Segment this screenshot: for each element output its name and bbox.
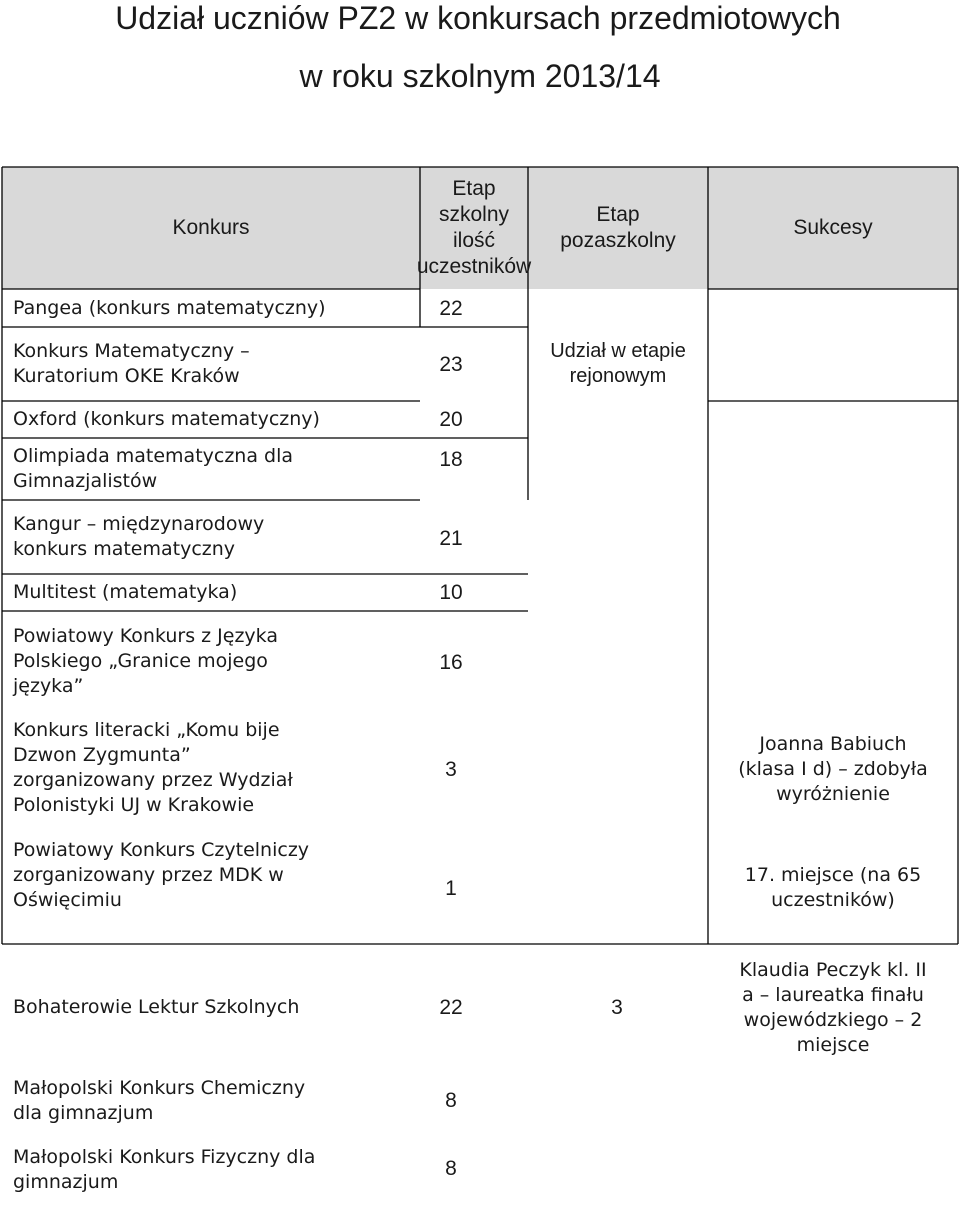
table-row-count: 1 — [445, 876, 457, 900]
header-etap-szkolny: Etap szkolny ilość uczestników — [416, 177, 532, 278]
table-row-count: 18 — [439, 447, 463, 471]
page-subtitle: w roku szkolnym 2013/14 — [299, 58, 661, 94]
table-row-count: 10 — [439, 581, 463, 604]
table-row-count: 8 — [445, 1088, 457, 1112]
table-row-count: 16 — [439, 650, 463, 674]
header-etap-pozaszkolny: Etap pozaszkolny — [560, 203, 676, 252]
table-row-name: Multitest (matematyka) — [13, 581, 238, 603]
bohaterowie-pozaszkolny-count: 3 — [611, 995, 623, 1019]
table-row-name: Bohaterowie Lektur Szkolnych — [13, 995, 300, 1018]
table-row-name: Małopolski Konkurs Fizyczny dla gimnazjum — [13, 1146, 316, 1193]
table-row-count: 23 — [439, 352, 463, 376]
etap-rejonowy-text: Udział w etapie rejonowym — [550, 340, 686, 387]
table-row-name: Olimpiada matematyczna dla Gimnazjalistów — [13, 445, 294, 492]
sukces-klaudia: Klaudia Peczyk kl. II a – laureatka finału wojewódzkiego – 2 miejsce — [739, 959, 927, 1056]
table-row-count: 22 — [439, 995, 463, 1019]
table-row-count: 20 — [439, 408, 463, 431]
table-row-count: 22 — [439, 296, 463, 320]
table-row-name: Powiatowy Konkurs Czytelniczy zorganizowany przez MDK w Oświęcimiu — [13, 838, 310, 911]
table-row-count: 3 — [445, 757, 457, 781]
table-row-count: 21 — [439, 526, 463, 550]
table-row-count: 8 — [445, 1156, 457, 1180]
table-row-name: Konkurs literacki „Komu bije Dzwon Zygmunta” zorganizowany przez Wydział Polonistyki UJ w Krakowie — [13, 719, 293, 816]
header-konkurs: Konkurs — [172, 216, 250, 239]
table-row-name: Kangur – międzynarodowy konkurs matematyczny — [13, 513, 265, 560]
header-sukcesy: Sukcesy — [793, 216, 873, 239]
page-title: Udział uczniów PZ2 w konkursach przedmiotowych — [115, 0, 841, 36]
table-row-name: Konkurs Matematyczny – Kuratorium OKE Kraków — [13, 340, 250, 387]
table-row-name: Powiatowy Konkurs z Języka Polskiego „Granice mojego języka” — [13, 624, 278, 697]
sukces-joanna: Joanna Babiuch (klasa I d) – zdobyła wyróżnienie — [738, 732, 928, 805]
table-row-name: Pangea (konkurs matematyczny) — [13, 296, 326, 319]
sukces-miejsce: 17. miejsce (na 65 uczestników) — [744, 864, 922, 911]
table-row-name: Małopolski Konkurs Chemiczny dla gimnazjum — [13, 1077, 306, 1124]
table-row-name: Oxford (konkurs matematyczny) — [13, 408, 320, 430]
